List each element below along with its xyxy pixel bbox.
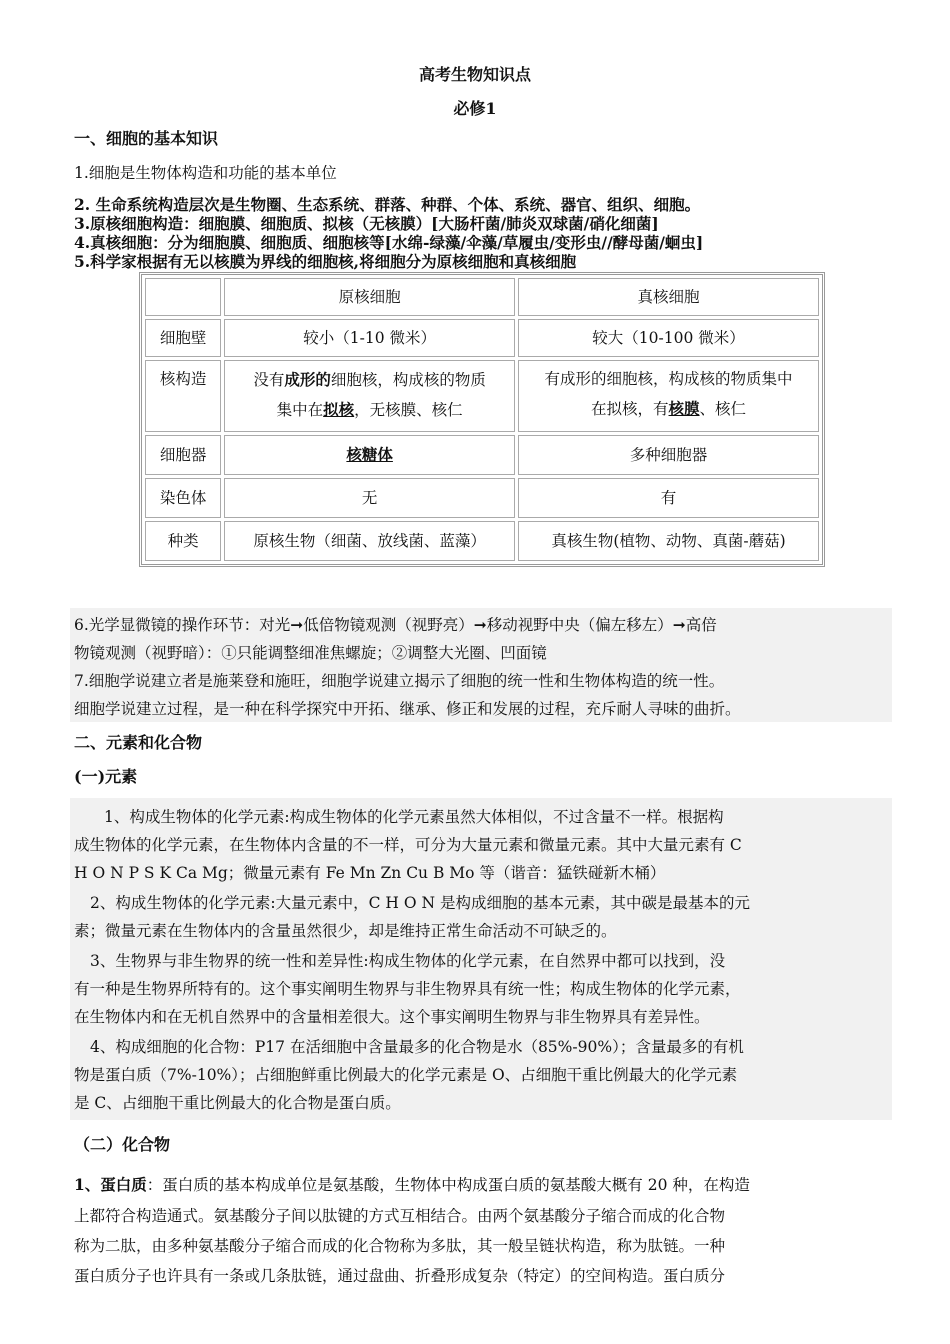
cell: 多种细胞器 <box>518 435 819 475</box>
s1-line1: 1.细胞是生物体构造和功能的基本单位 <box>74 164 337 182</box>
p7-line1: 7.细胞学说建立者是施莱登和施旺，细胞学说建立揭示了细胞的统一性和生物体构造的统一性。 <box>74 672 725 690</box>
table-row <box>145 319 819 357</box>
p6-line2: 物镜观测（视野暗）：①只能调整细准焦螺旋；②调整大光圈、凹面镜 <box>74 644 547 662</box>
table-row <box>145 360 819 432</box>
text: 在拟核，有 <box>591 400 669 418</box>
s1-line4: 4.真核细胞：分为细胞膜、细胞质、细胞核等[水绵-绿藻/伞藻/草履虫/变形虫//酵母菌/蛔虫] <box>74 233 704 252</box>
cell <box>224 435 515 475</box>
pr-line1 <box>74 1174 894 1196</box>
section1-heading: 一、细胞的基本知识 <box>74 129 219 148</box>
e1-line1: 1、构成生物体的化学元素:构成生物体的化学元素虽然大体相似，不过含量不一样。根据构 <box>104 808 724 826</box>
e4-line2: 物是蛋白质（7%-10%）；占细胞鲜重比例最大的化学元素是 O、占细胞干重比例最大的化学元素 <box>74 1066 738 1084</box>
header-eukaryote: 真核细胞 <box>518 278 819 316</box>
cell: 有 <box>518 478 819 518</box>
row-label: 细胞器 <box>145 435 221 475</box>
text-underlined: 核膜 <box>668 399 700 418</box>
e4-line1: 4、构成细胞的化合物：P17 在活细胞中含量最多的化合物是水（85%-90%）；含量最多的有机 <box>90 1038 744 1056</box>
e2-line1: 2、构成生物体的化学元素:大量元素中，C H O N 是构成细胞的基本元素，其中碳是最基本的元 <box>90 894 750 912</box>
e3-line3: 在生物体内和在无机自然界中的含量相差很大。这个事实阐明生物界与非生物界具有差异性。 <box>74 1008 710 1026</box>
pr-line2: 上都符合构造通式。氨基酸分子间以肽键的方式互相结合。由两个氨基酸分子缩合而成的化合物 <box>74 1207 726 1225</box>
text: 有成形的细胞核，构成核的物质集中 <box>544 370 793 388</box>
cell: 无 <box>224 478 515 518</box>
e3-line2: 有一种是生物界所特有的。这个事实阐明生物界与非生物界具有统一性；构成生物体的化学元素， <box>74 980 741 998</box>
e4-line3: 是 C、占细胞干重比例最大的化合物是蛋白质。 <box>74 1094 401 1112</box>
doc-subtitle: 必修1 <box>453 99 497 118</box>
row-label: 核构造 <box>145 360 221 432</box>
text-underlined: 拟核 <box>323 400 355 419</box>
cell-comparison-table <box>139 272 825 567</box>
e1-line3: H O N P S K Ca Mg；微量元素有 Fe Mn Zn Cu B Mo 等（谐音：猛铁碰新木桶） <box>74 864 666 882</box>
s1-line2: 2. 生命系统构造层次是生物圈、生态系统、群落、种群、个体、系统、器官、组织、细胞。 <box>74 195 701 214</box>
pr-line4: 蛋白质分子也许具有一条或几条肽链，通过盘曲、折叠形成复杂（特定）的空间构造。蛋白质分 <box>74 1267 726 1285</box>
row-label: 细胞壁 <box>145 319 221 357</box>
table-header-row <box>145 278 819 316</box>
text: 没有 <box>253 371 285 389</box>
p6-line1: 6.光学显微镜的操作环节：对光➞低倍物镜观测（视野亮）➞移动视野中央（偏左移左）➞高倍 <box>74 616 717 634</box>
table-row <box>145 478 819 518</box>
cell: 较小（1-10 微米） <box>224 319 515 357</box>
cell: 原核生物（细菌、放线菌、蓝藻） <box>224 521 515 561</box>
table-row <box>145 521 819 561</box>
e3-line1: 3、生物界与非生物界的统一性和差异性:构成生物体的化学元素，在自然界中都可以找到，没 <box>90 952 726 970</box>
sub-heading-compounds: （二）化合物 <box>74 1135 171 1154</box>
section2-heading: 二、元素和化合物 <box>74 733 203 752</box>
row-label: 染色体 <box>145 478 221 518</box>
table-row <box>145 435 819 475</box>
text: 细胞核，构成核的物质 <box>330 371 486 389</box>
cell <box>518 360 819 432</box>
e2-line2: 素；微量元素在生物体内的含量虽然很少，却是维持正常生命活动不可缺乏的。 <box>74 922 617 940</box>
cell: 真核生物(植物、动物、真菌-蘑菇) <box>518 521 819 561</box>
protein-label: 1、蛋白质 <box>74 1175 147 1194</box>
text: 集中在 <box>276 401 324 419</box>
text: ：蛋白质的基本构成单位是氨基酸，生物体中构成蛋白质的氨基酸大概有 20 种，在构造 <box>146 1176 750 1194</box>
doc-title: 高考生物知识点 <box>418 65 531 84</box>
cell: 较大（10-100 微米） <box>518 319 819 357</box>
text-underlined: 核糖体 <box>346 445 393 464</box>
e1-line2: 成生物体的化学元素，在生物体内含量的不一样，可分为大量元素和微量元素。其中大量元素有 C <box>74 836 742 854</box>
s1-line5: 5.科学家根据有无以核膜为界线的细胞核,将细胞分为原核细胞和真核细胞 <box>74 252 577 271</box>
cell <box>224 360 515 432</box>
row-label: 种类 <box>145 521 221 561</box>
pr-line3: 称为二肽，由多种氨基酸分子缩合而成的化合物称为多肽，其一般呈链状构造，称为肽链。一种 <box>74 1237 726 1255</box>
table-corner <box>145 278 221 316</box>
text: 、核仁 <box>699 400 747 418</box>
sub-heading-elements: (一)元素 <box>74 767 138 786</box>
text: ，无核膜、核仁 <box>354 401 463 419</box>
p7-line2: 细胞学说建立过程，是一种在科学探究中开拓、继承、修正和发展的过程，充斥耐人寻味的曲折。 <box>74 700 741 718</box>
header-prokaryote: 原核细胞 <box>224 278 515 316</box>
s1-line3: 3.原核细胞构造：细胞膜、细胞质、拟核（无核膜）[大肠杆菌/肺炎双球菌/硝化细菌] <box>74 214 659 233</box>
text-bold: 成形的 <box>284 370 331 389</box>
